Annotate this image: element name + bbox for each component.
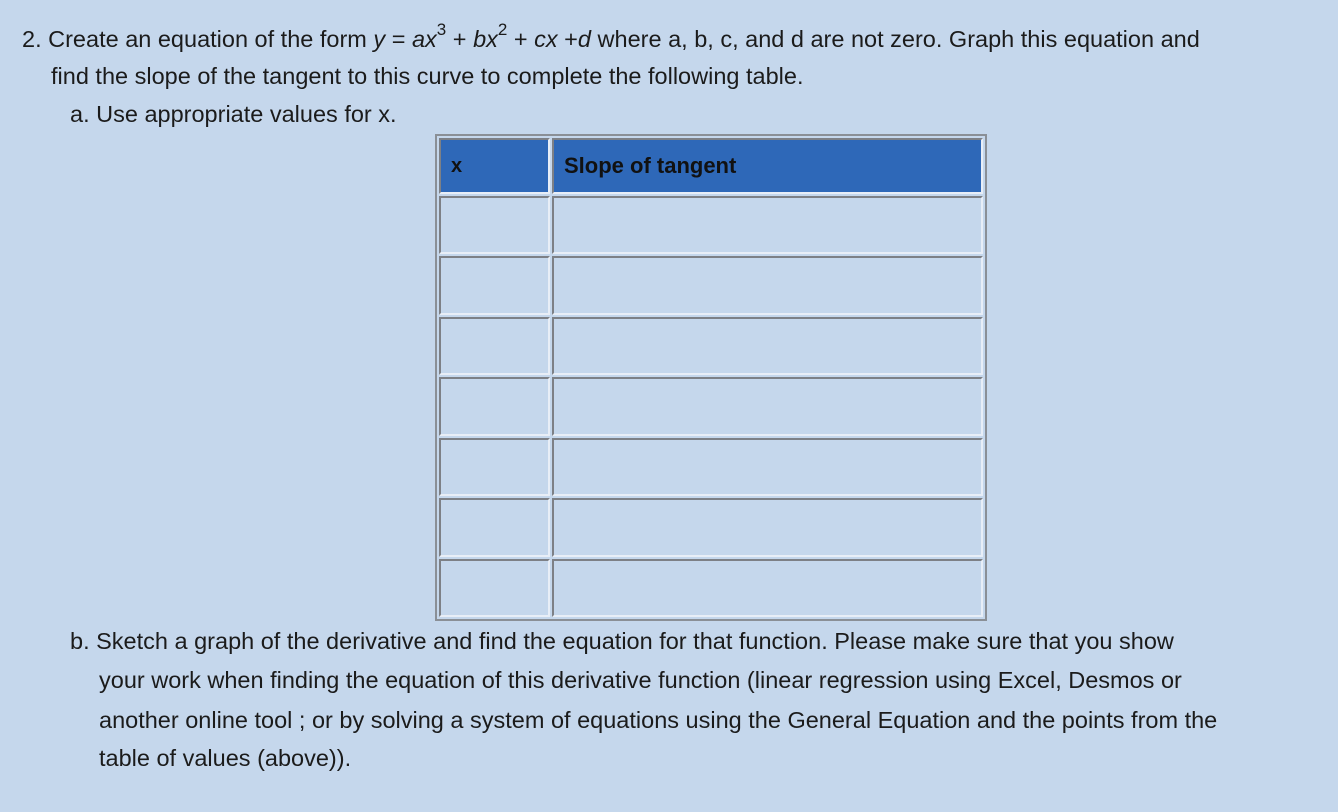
slope-table-frame xyxy=(435,134,987,621)
cell-slope-7[interactable] xyxy=(552,559,983,617)
part-b-line-2: your work when finding the equation of this derivative function (linear regression using Excel, Desmos or xyxy=(99,667,1182,693)
eq-exponent-2: 2 xyxy=(497,20,508,40)
eq-plus-3: + xyxy=(557,26,578,52)
eq-plus-1: + xyxy=(446,26,474,52)
eq-ax: ax xyxy=(411,26,437,52)
table-row xyxy=(439,498,983,556)
table-row xyxy=(439,377,983,435)
question-prefix: 2. Create an equation of the form xyxy=(22,26,374,52)
eq-plus-2: + xyxy=(507,26,535,52)
header-x: x xyxy=(439,138,550,194)
part-b-line-4: table of values (above)). xyxy=(99,745,352,771)
header-slope-of-tangent: Slope of tangent xyxy=(552,138,983,194)
eq-equals: = xyxy=(385,26,412,52)
cell-x-7[interactable] xyxy=(439,559,550,617)
table-header-row xyxy=(439,138,983,194)
eq-bx: bx xyxy=(473,26,498,52)
table-row xyxy=(439,317,983,375)
cell-x-3[interactable] xyxy=(439,317,550,375)
cell-x-4[interactable] xyxy=(439,377,550,435)
cell-slope-5[interactable] xyxy=(552,438,983,496)
cell-x-2[interactable] xyxy=(439,256,550,314)
table-row xyxy=(439,438,983,496)
part-b-line-3: another online tool ; or by solving a system of equations using the General Equation and the points from the xyxy=(99,707,1218,733)
eq-y: y xyxy=(373,26,386,52)
table-row xyxy=(439,196,983,254)
table-row xyxy=(439,256,983,314)
cell-slope-2[interactable] xyxy=(552,256,983,314)
cell-slope-1[interactable] xyxy=(552,196,983,254)
part-a-instruction: a. Use appropriate values for x. xyxy=(70,101,397,127)
cell-x-1[interactable] xyxy=(439,196,550,254)
eq-d: d xyxy=(577,26,591,52)
cell-slope-3[interactable] xyxy=(552,317,983,375)
cell-x-5[interactable] xyxy=(439,438,550,496)
eq-cx: cx xyxy=(534,26,558,52)
question-suffix: where a, b, c, and d are not zero. Graph this equation and xyxy=(591,26,1200,52)
cell-slope-4[interactable] xyxy=(552,377,983,435)
eq-exponent-3: 3 xyxy=(436,20,447,40)
question-line-2: find the slope of the tangent to this curve to complete the following table. xyxy=(51,63,804,89)
part-b-line-1: b. Sketch a graph of the derivative and find the equation for that function. Please make sure that you show xyxy=(70,628,1174,654)
cell-slope-6[interactable] xyxy=(552,498,983,556)
cell-x-6[interactable] xyxy=(439,498,550,556)
question-line-1 xyxy=(22,20,1200,53)
slope-table xyxy=(437,136,985,619)
table-row xyxy=(439,559,983,617)
